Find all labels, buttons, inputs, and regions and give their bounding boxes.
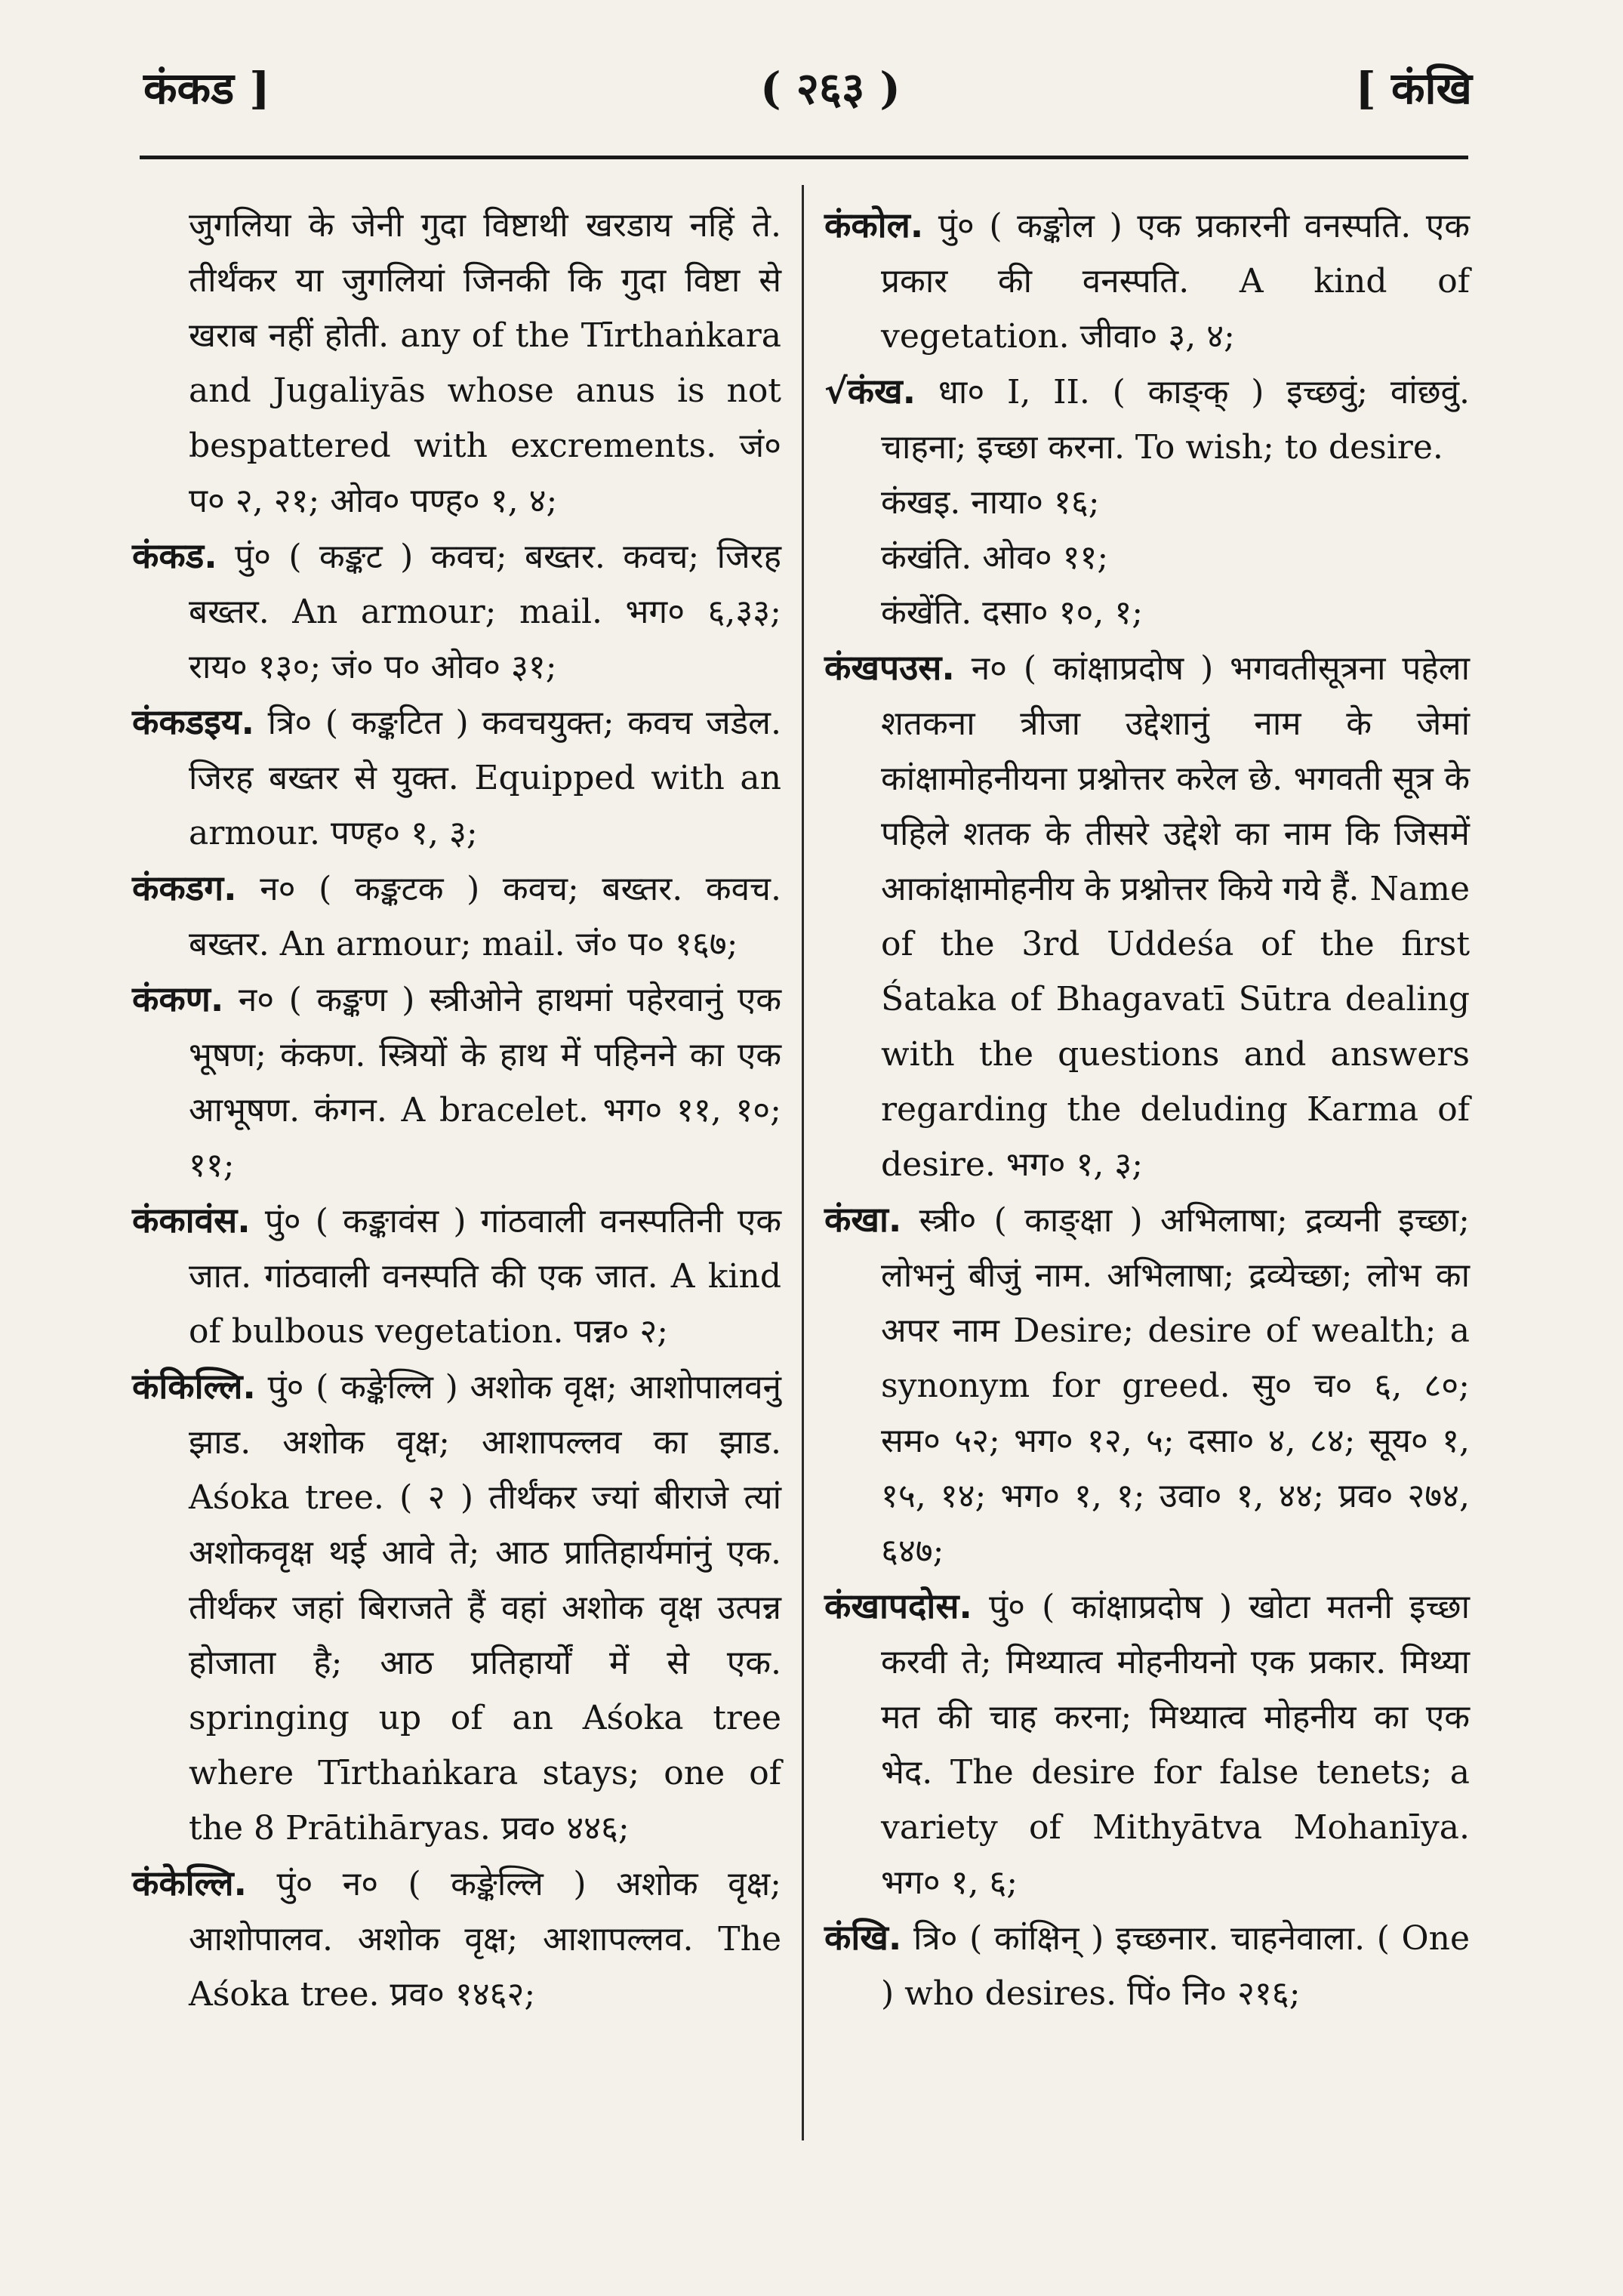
entry-text: पुं० न० ( कङ्केल्लि ) अशोक वृक्ष; आशोपालव. अशोक वृक्ष; आशापल्लव. The Aśoka tree. प्रव० १४६२; <box>189 1865 781 2014</box>
entry-text: पुं० ( कङ्कावंस ) गांठवाली वनस्पतिनी एक जात. गांठवाली वनस्पति की एक जात. A kind of bulbous vegetation. पन्न० २; <box>189 1202 781 1351</box>
dictionary-entry <box>824 1579 1470 1910</box>
right-column <box>824 198 1470 2021</box>
entry-text: त्रि० ( कांक्षिन् ) इच्छनार. चाहनेवाला. ( One ) who desires. पिं० नि० २१६; <box>881 1919 1470 2013</box>
entry-text: न० ( कङ्कटक ) कवच; बख्तर. कवच. बख्तर. An armour; mail. जं० प० १६७; <box>189 870 781 963</box>
entry-text: पुं० ( कङ्कट ) कवच; बख्तर. कवच; जिरह बख्तर. An armour; mail. भग० ६,३३; राय० १३०; जं० प० ओव० ३१; <box>189 538 781 686</box>
running-head-left: कंकड ] <box>143 63 270 114</box>
dictionary-entry <box>132 861 781 972</box>
entry-headword: कंकण. <box>132 978 224 1019</box>
entry-text: स्त्री० ( काङ्क्षा ) अभिलाषा; द्रव्यनी इच्छा; लोभनुं बीजुं नाम. अभिलाषा; द्रव्येच्छा; लोभ का अपर नाम Desire; desire of wealth; a synonym for greed. सु० च० ६, ८०; सम० ५२; भग० १२, ५; दसा० ४, ८४; सूय० १, १५, १४; भग० १, १; उवा० १, ४४; प्रव० २७४, ६४७; <box>881 1201 1470 1570</box>
entry-text: त्रि० ( कङ्कटित ) कवचयुक्त; कवच जडेल. जिरह बख्तर से युक्त. Equipped with an armour. पण्ह० १, ३; <box>189 704 781 852</box>
entry-headword: कंखपउस. <box>824 647 955 688</box>
entry-text: पुं० ( कङ्कोल ) एक प्रकारनी वनस्पति. एक प्रकार की वनस्पति. A kind of vegetation. जीवा० ३, ४; <box>881 207 1470 356</box>
entry-text: धा० I, II. ( काङ्क् ) इच्छवुं; वांछवुं. चाहना; इच्छा करना. To wish; to desire. <box>881 373 1470 467</box>
entry-headword: √कंख. <box>824 371 916 411</box>
entry-headword: कंकेल्लि. <box>132 1863 247 1903</box>
dictionary-entry <box>824 640 1470 1192</box>
dictionary-entry <box>824 198 1470 364</box>
entry-text: न० ( कांक्षाप्रदोष ) भगवतीसूत्रना पहेला शतकना त्रीजा उद्देशानुं नाम के जेमां कांक्षामोहनीयना प्रश्नोत्तर करेल छे. भगवती सूत्र के पहिले शतक के तीसरे उद्देशे का नाम कि जिसमें आकांक्षामोहनीय के प्रश्नोत्तर किये गये हैं. Name of the 3rd Uddeśa of the first Śataka of Bhagavatī Sūtra dealing with the questions and answers regarding the deluding Karma of desire. भग० १, ३; <box>881 649 1471 1184</box>
sub-form <box>824 585 1470 640</box>
entry-headword: कंकडइय. <box>132 701 255 742</box>
entry-text: न० ( कङ्कण ) स्त्रीओने हाथमां पहेरवानुं एक भूषण; कंकण. स्त्रियों के हाथ में पहिनने का एक आभूषण. कंगन. A bracelet. भग० ११, १०; ११; <box>189 981 781 1185</box>
dictionary-entry <box>132 1359 781 1856</box>
left-column <box>132 198 781 2022</box>
entry-text: कंखइ. नाया० १६; <box>881 483 1100 522</box>
entry-headword: कंखि. <box>824 1917 902 1958</box>
entry-text: पुं० ( कांक्षाप्रदोष ) खोटा मतनी इच्छा करवी ते; मिथ्यात्व मोहनीयनो एक प्रकार. मिथ्या मत की चाह करना; मिथ्यात्व मोहनीय का एक भेद. The desire for false tenets; a variety of Mithyātva Mohanīya. भग० १, ६; <box>881 1588 1470 1902</box>
sub-form <box>824 475 1470 530</box>
dictionary-entry <box>132 972 781 1193</box>
entry-headword: कंकिल्लि. <box>132 1366 256 1407</box>
entry-headword: कंकोल. <box>824 205 924 245</box>
dictionary-entry <box>132 1856 781 2022</box>
entry-headword: कंखापदोस. <box>824 1586 972 1626</box>
entry-headword: कंखा. <box>824 1199 902 1240</box>
entry-headword: कंकड. <box>132 535 217 576</box>
dictionary-entry <box>824 1910 1470 2021</box>
column-divider <box>802 185 804 2140</box>
entry-text: पुं० ( कङ्केल्लि ) अशोक वृक्ष; आशोपालवनुं झाड. अशोक वृक्ष; आशापल्लव का झाड. Aśoka tree. ( २ ) तीर्थंकर ज्यां बीराजे त्यां अशोकवृक्ष थई आवे ते; आठ प्रातिहार्यमांनुं एक. तीर्थंकर जहां बिराजते हैं वहां अशोक वृक्ष उत्पन्न होजाता है; आठ प्रतिहार्यों में से एक. springing up of an Aśoka tree where Tīrthaṅkara stays; one of the 8 Prātihāryas. प्रव० ४४६; <box>189 1368 781 1848</box>
dictionary-entry <box>132 198 781 529</box>
entry-headword: कंकावंस. <box>132 1200 251 1240</box>
entry-text: जुगलिया के जेनी गुदा विष्टाथी खरडाय नहिं ते. तीर्थंकर या जुगलियां जिनकी कि गुदा विष्टा से खराब नहीं होती. any of the Tīrthaṅkara and Jugaliyās whose anus is not bespattered with excrements. जं० प० २, २१; ओव० पण्ह० १, ४; <box>189 206 781 520</box>
entry-text: कंखंति. ओव० ११; <box>881 538 1109 577</box>
dictionary-entry <box>132 1193 781 1359</box>
dictionary-entry <box>132 695 781 861</box>
header-rule <box>140 156 1468 159</box>
entry-headword: कंकडग. <box>132 868 237 908</box>
entry-text: कंखेंति. दसा० १०, १; <box>881 593 1144 632</box>
dictionary-entry <box>824 1192 1470 1579</box>
sub-form <box>824 530 1470 585</box>
dictionary-entry <box>824 364 1470 475</box>
page-number: ( २६३ ) <box>760 63 901 114</box>
dictionary-entry <box>132 529 781 695</box>
running-head-right: [ कंखि <box>1355 63 1472 114</box>
